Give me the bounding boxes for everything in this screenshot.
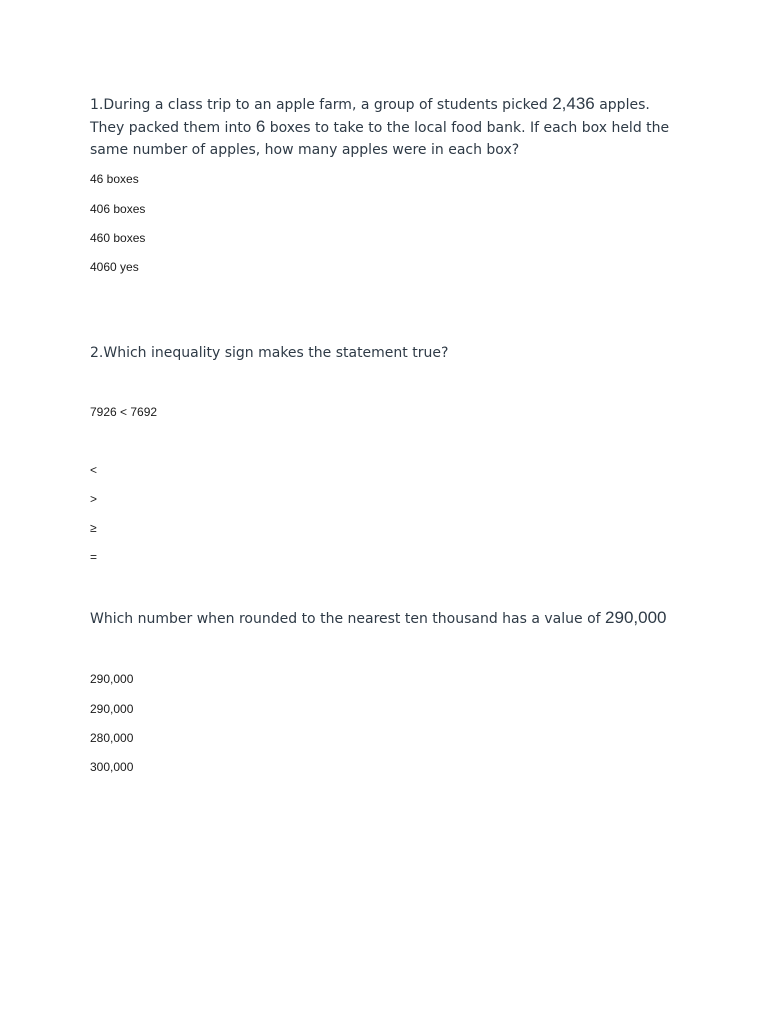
question-1-number-boxes: 6 — [255, 117, 266, 136]
question-2-option-a[interactable]: < — [90, 463, 98, 477]
question-3-text-main: Which number when rounded to the nearest ten thousand has a value of — [90, 611, 606, 627]
question-1-option-b[interactable]: 406 boxes — [90, 202, 146, 216]
question-2-text: 2.Which inequality sign makes the statement true? — [90, 345, 449, 361]
question-1-option-c[interactable]: 460 boxes — [90, 231, 146, 245]
question-3-number-value: 290,000 — [605, 608, 667, 627]
question-2-option-b[interactable]: > — [90, 492, 98, 506]
question-2-option-c[interactable]: ≥ — [90, 521, 97, 535]
question-1-option-d[interactable]: 4060 yes — [90, 260, 139, 274]
question-3-option-a[interactable]: 290,000 — [90, 672, 134, 686]
question-1-text — [90, 93, 680, 161]
question-2-statement: 7926 < 7692 — [90, 405, 158, 419]
question-1-number-apples: 2,436 — [552, 94, 595, 113]
question-3-text — [90, 607, 690, 630]
question-1-option-a[interactable]: 46 boxes — [90, 172, 139, 186]
question-1-text-part3: boxes to take to the local food bank. If each box held the same number of apples, how many apples were in each box? — [90, 120, 670, 158]
question-3-option-b[interactable]: 290,000 — [90, 702, 134, 716]
question-3-option-c[interactable]: 280,000 — [90, 731, 134, 745]
question-3-option-d[interactable]: 300,000 — [90, 760, 134, 774]
question-1-text-part2: apples. They packed them into — [90, 97, 650, 136]
question-1-text-part1: 1.During a class trip to an apple farm, a group of students picked — [90, 97, 553, 113]
question-2-option-d[interactable]: = — [90, 550, 98, 564]
